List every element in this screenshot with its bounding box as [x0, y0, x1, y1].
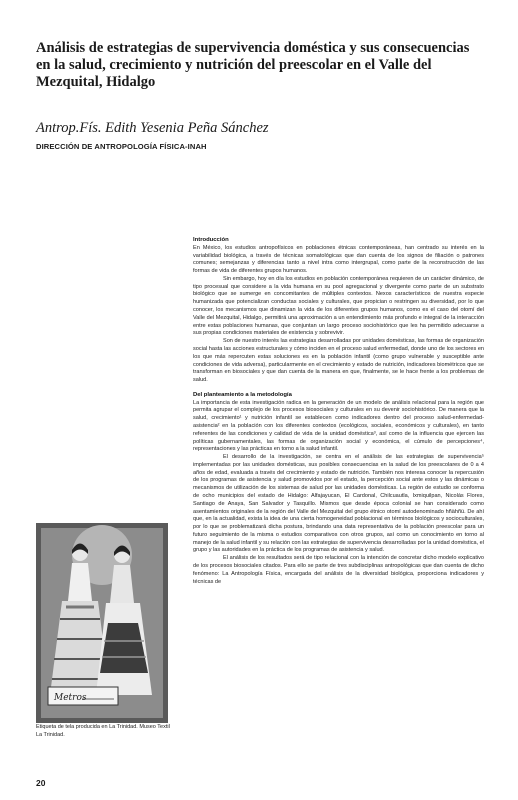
- body-paragraph: El desarrollo de la investigación, se centra en el análisis de las estrategias de supervivencia⁵ implementadas por las unidades domésticas, sus posibles consecuencias en la salud de los preescolares de 0 a 4 años de edad, evaluada a través del crecimiento y estado de nutrición. También nos interesa conocer la repercusión de los programas de asistencia y salud promovidos por el estado, la percepción social ante estos y las dinámicas o mecanismos de utilización de los sistemas de salud por las unidades domésticas. La región de estudio se conforma de ocho municipios del estado de Hidalgo: Alfajayucan, El Cardonal, Chilcuautla, Ixmiquilpan, Nicolás Flores, Santiago de Anaya, San Salvador y Tasquillo. Mismos que desde época colonial se han considerado como asentamientos originales de la región del Valle del Mezquital del grupo étnico otomí autodenominado hñähñü. De ahí que, en la actualidad, exista la idea de una cierta homogeneidad poblacional en términos biológicos y socioculturales, por lo que se problematizará dicha postura, brindando una data representativa de la población preescolar para un futuro seguimiento de la misma o estudios comparativos con otros grupos, así como un conocimiento en torno al manejo de la salud infantil y su relación con las estrategias de supervivencia desarrolladas por la unidad doméstica, el grupo y las autoridades en la práctica de los programas de asistencia y salud.: [193, 454, 484, 554]
- author-name: Antrop.Fís. Edith Yesenia Peña Sánchez: [36, 120, 269, 136]
- author-affiliation: DIRECCIÓN DE ANTROPOLOGÍA FÍSICA-INAH: [36, 142, 207, 151]
- page-number: 20: [36, 778, 46, 788]
- article-body: [193, 237, 484, 586]
- figure-caption: Etiqueta de tela producida en La Trinidad. Museo Textil La Trinidad.: [36, 724, 170, 738]
- body-paragraph: Son de nuestro interés las estrategias desarrolladas por unidades domésticas, las formas de organización social hasta las acciones estructurales y cómo inciden en el proceso salud enfermedad, donde uno de los sectores en los que más repercuten estas soluciones es en la población infantil (como grupo vulnerable y susceptible ante condiciones de vida adversa), particularmente en el crecimiento y estado de nutrición, indicadores biométricos que se transforman en biosociales y que dan cuenta de la manera en que, finalmente, se le hace frente a los problemas de salud.: [193, 338, 484, 384]
- section-heading-introduccion: Introducción: [193, 237, 229, 243]
- body-paragraph: En México, los estudios antropofísicos en poblaciones étnicas contemporáneas, han centrado su interés en la variabilidad biológica, a través de técnicas somatológicas que dan cuenta de los signos de filiación o patrones comunes; semejanzas y diferencias tanto a nivel intra como intergrupal, como parte de la reconstrucción de las formas de vida de diferentes grupos humanos.: [193, 244, 484, 275]
- two-women-illustration: [36, 523, 168, 723]
- article-title: Análisis de estrategias de supervivencia doméstica y sus consecuencias en la salud, crecimiento y nutrición del preescolar en el Valle del Mezquital, Hidalgo: [36, 40, 470, 90]
- body-paragraph: La importancia de esta investigación radica en la generación de un modelo de análisis relacional para la región que permita agrupar el complejo de los procesos biosociales y culturales en su devenir sociohistórico. De manera que la salud, crecimiento¹ y nutrición infantil se establecen como indicadores dentro del proceso salud-enfermedad-asistencia² en la población con los diferentes contextos (ecológicos, sociales, económicos y culturales), en tanto referentes de las condiciones y calidad de vida de la unidad doméstica³, así como de la influencia que ejercen las políticas gubernamentales, las formas de organización social y económica, el cúmulo de percepciones⁴, representaciones y las prácticas en torno a la salud infantil.: [193, 399, 484, 453]
- textile-label-image: [36, 523, 168, 723]
- section-spacer: [193, 385, 484, 392]
- section-heading-metodologia: Del planteamiento a la metodología: [193, 391, 292, 398]
- body-paragraph: El análisis de los resultados será de tipo relacional con la intención de concretar dicho modelo explicativo de los procesos biosociales citados. Para ello se parte de tres subdisciplinas antropológicas que dan cuenta de dicho fenómeno: La Antropología Física, encargada del análisis de la diversidad biológica, proporciona indicadores y técnicas de: [193, 555, 484, 585]
- sign-label: Metros: [54, 693, 87, 703]
- body-paragraph: Sin embargo, hoy en día los estudios en población contemporánea requieren de un carácter dinámico, de tipo procesual que considere a la vida humana en su pool agregacional y divergente como parte de un substrato biológico que se sumerge en concomitantes de múltiples contextos. Nexos característicos de nuestra especie humanizada que potencializan conductas sociales y culturales, que propician o restringen su diversidad, por lo que conocer, los mecanismos que dinamizan la vida de los diferentes grupos humanos, como es el caso del otomí del Valle del Mezquital, Hidalgo, permitirá una aproximación a un entendimiento más profundo e integral de la interacción entre estas poblaciones humanas, que conjuntan un largo proceso sociohistórico que les ha permitido adecuarse a sus propias condiciones materiales de existencia y sobrevivir.: [193, 275, 484, 337]
